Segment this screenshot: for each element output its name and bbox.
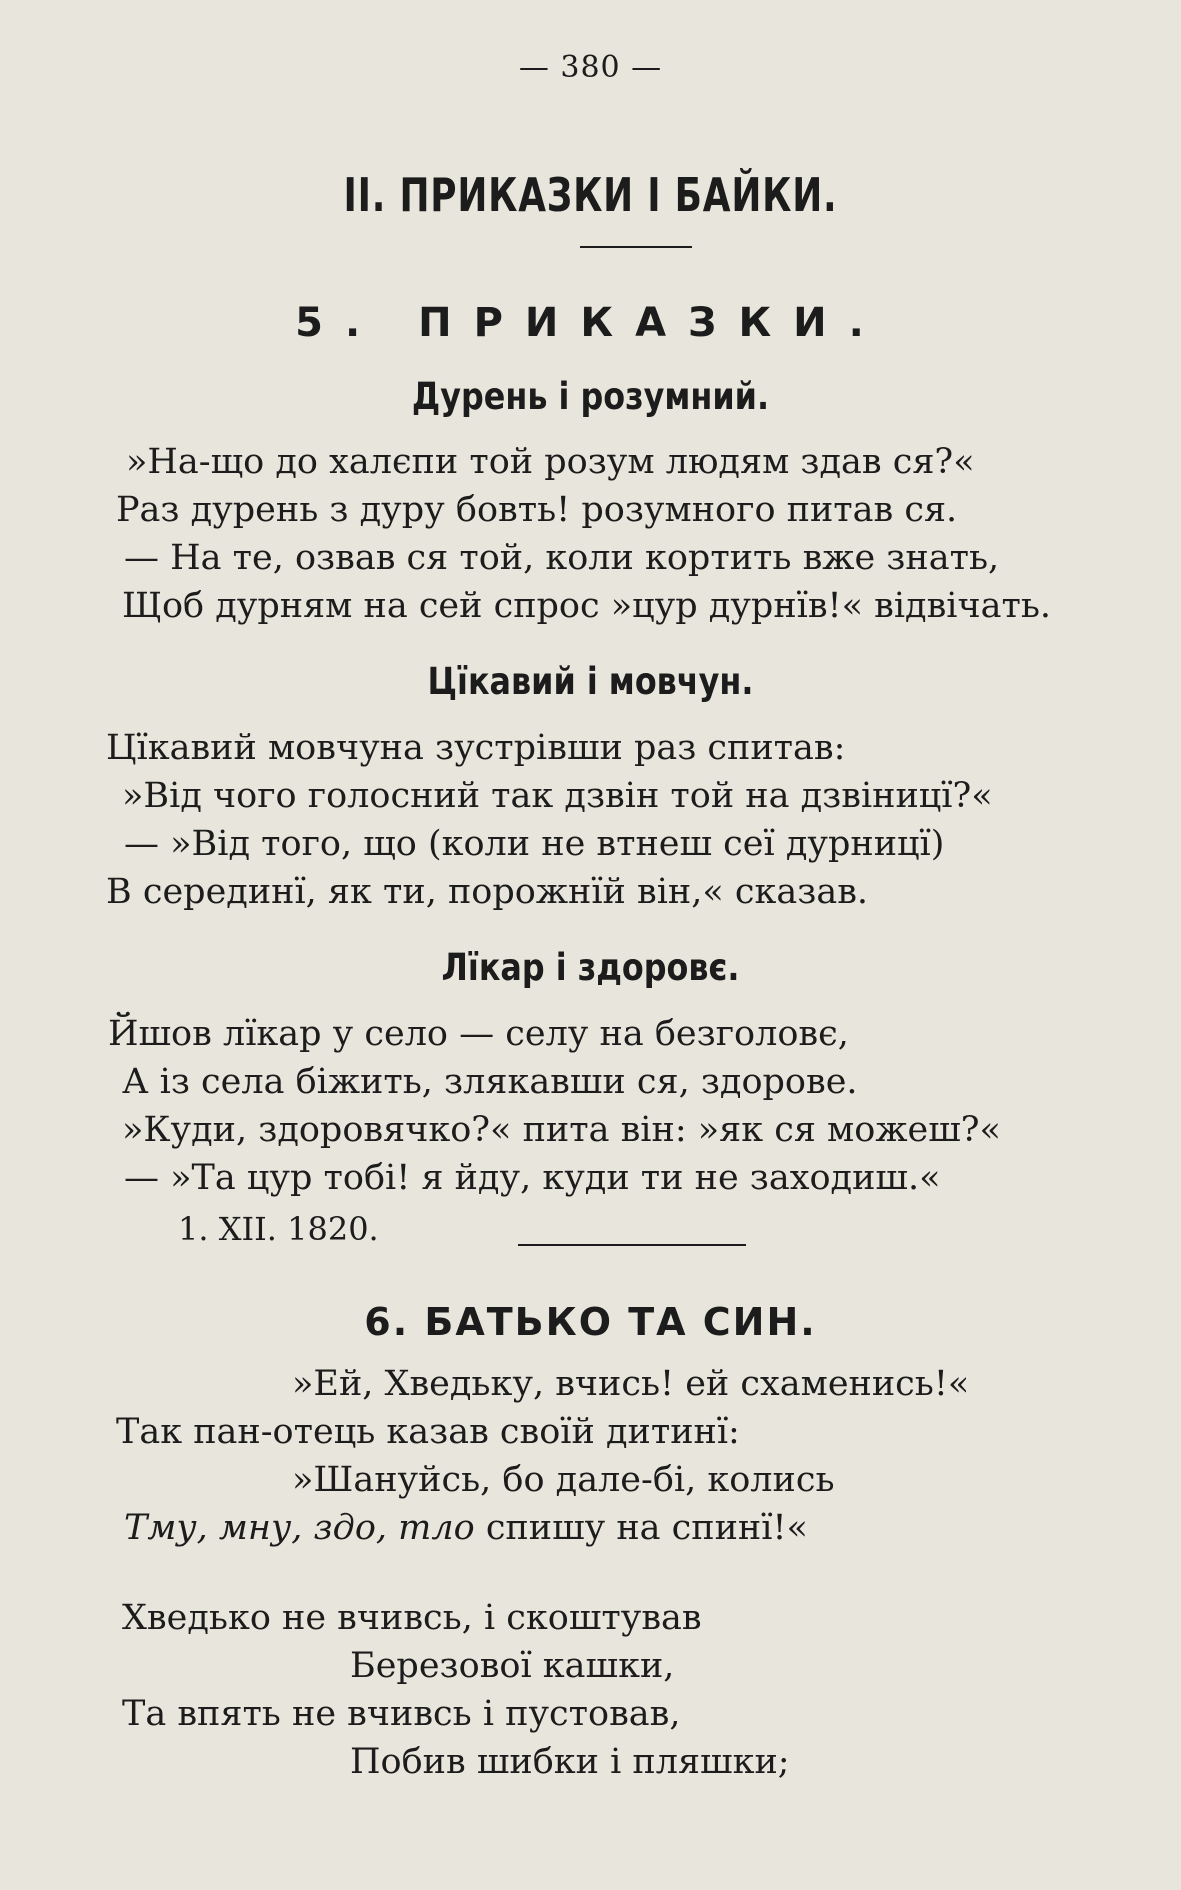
verse-text: спишу на спинї!« (485, 1508, 808, 1548)
verse-line: Березової кашки, (350, 1646, 675, 1686)
verse-line: »Куди, здоровячко?« пита він: »як ся можеш?« (122, 1110, 1001, 1150)
verse-line: Йшов лїкар у село — селу на безголовє, (108, 1014, 849, 1054)
verse-line: Раз дурень з дуру бовть! розумного питав ся. (116, 490, 958, 530)
verse-line: Побив шибки і пляшки; (350, 1742, 790, 1782)
section-title: 6. БАТЬКО ТА СИН. (364, 1300, 817, 1344)
verse-line: — »Від того, що (коли не втнеш сеї дурницї) (124, 824, 945, 864)
verse-line: — »Та цур тобі! я йду, куди ти не заходиш.« (124, 1158, 941, 1198)
divider (518, 1244, 746, 1246)
verse-line: Та впять не вчивсь і пустовав, (122, 1694, 681, 1734)
verse-line: »На-що до халєпи той розум людям здав ся?« (126, 442, 975, 482)
verse-line: В серединї, як ти, порожнїй він,« сказав. (106, 872, 869, 912)
fable-title: Цїкавий і мовчун. (427, 660, 754, 703)
section-title: 5. ПРИКАЗКИ. (295, 300, 886, 346)
verse-line (124, 1506, 808, 1550)
date: 1. XII. 1820. (178, 1210, 379, 1248)
verse-line: »Від чого голосний так дзвін той на дзвіницї?« (122, 776, 993, 816)
verse-line: Цїкавий мовчуна зустрівши раз спитав: (106, 728, 846, 768)
fable-title: Лїкар і здоровє. (441, 946, 740, 989)
verse-line: Щоб дурням на сей спрос »цур дурнїв!« відвічать. (122, 586, 1052, 626)
divider (580, 246, 692, 248)
verse-line: »Ей, Хведьку, вчись! ей схаменись!« (292, 1364, 970, 1404)
verse-line: — На те, озвав ся той, коли кортить вже знать, (124, 538, 1000, 578)
verse-line: Хведько не вчивсь, і скоштував (122, 1598, 702, 1638)
verse-italic: Тму, мну, здо, тло (124, 1508, 475, 1548)
part-title: II. ПРИКАЗКИ І БАЙКИ. (343, 168, 838, 222)
verse-line: А із села біжить, злякавши ся, здорове. (122, 1062, 858, 1102)
fable-title: Дурень і розумний. (411, 375, 770, 418)
page-number: — 380 — (518, 50, 663, 85)
verse-line: Так пан-отець казав своїй дитинї: (116, 1412, 740, 1452)
verse-line: »Шануйсь, бо дале-бі, колись (292, 1460, 835, 1500)
